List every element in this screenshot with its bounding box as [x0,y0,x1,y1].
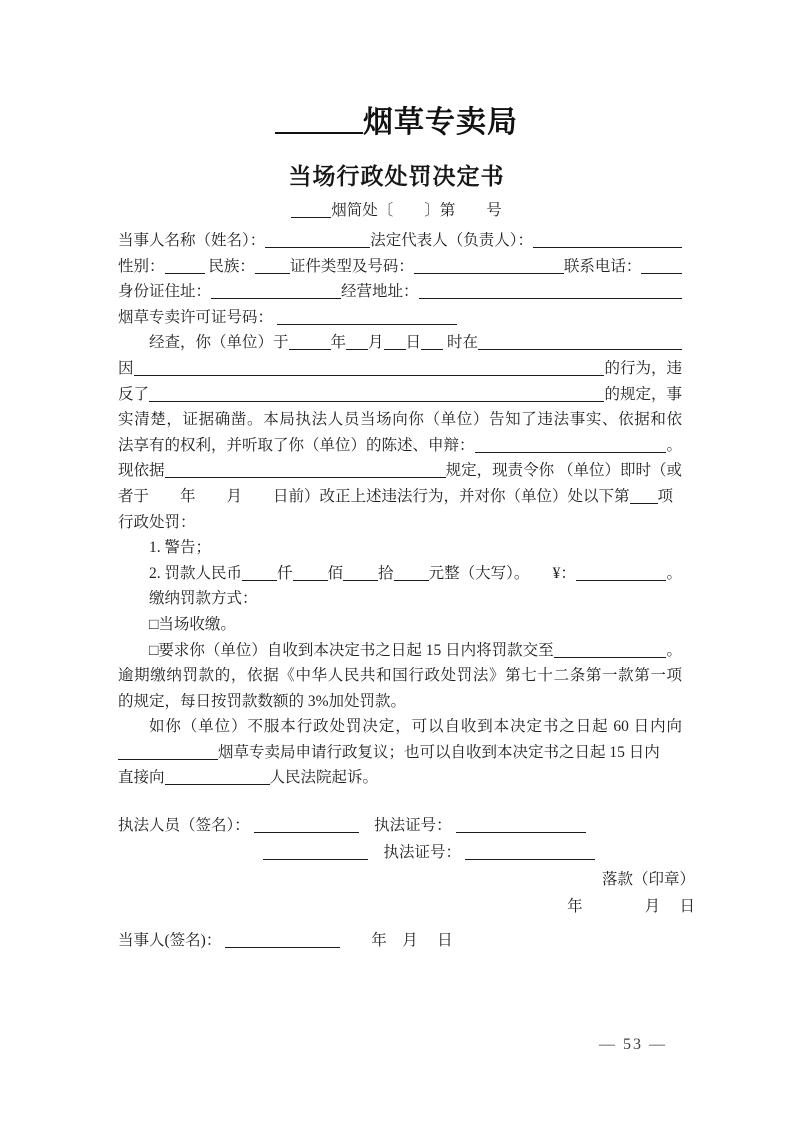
blank-field-underline [242,578,277,581]
text-run: 年 [330,334,347,352]
text-run: 者于 年 月 日前）改正上述违法行为，并对你（单位）处以下第 [118,487,630,505]
text-run: 执法证号： [368,844,465,861]
blank-field-underline [641,271,682,274]
text-run: 月 [368,334,384,352]
payment-within-15-days-checkbox-line [118,638,682,664]
text-run: 项 [657,487,674,505]
checkbox-onsite-collection: □ [149,615,159,633]
blank-field-underline [343,578,378,581]
document-title [0,100,793,144]
page-number: — 53 — [599,1036,667,1053]
payment-method-label-line: 缴纳罚款方式： [118,590,258,608]
blank-field-underline [421,347,443,350]
text-run: 民族： [204,257,255,275]
blank-field-underline [465,857,595,860]
text-run: 法定代表人（负责人）： [370,232,534,249]
text-run: 当场收缴。 [158,615,236,633]
blank-field-underline [291,215,331,218]
doc-number-line [0,200,793,222]
text-run: 。 [666,564,682,582]
text-run: 烟草专卖局申请行政复议；也可以自收到本决定书之日起 15 日内 [218,743,660,761]
checkbox-pay-within-15-days: □ [149,641,159,659]
blank-field-underline [255,271,290,274]
blank-field-underline [165,782,270,785]
penalty-item-2-fine-amount-line [118,561,682,587]
blank-field-underline [533,245,682,248]
enforcement-officer-signature-line-1 [118,812,682,839]
text-run: 烟草专卖许可证号码： [118,308,277,326]
id-address-business-address-line [118,279,682,305]
document-body [118,228,682,791]
rights-statement-defense-line [118,433,682,459]
text-run: 元整（大写）。 ¥： [428,564,576,582]
text-run: 的规定，事 [604,385,682,403]
penalty-item-1-warning-line: 1. 警告； [118,539,212,557]
text-run: 经营地址： [341,283,419,301]
text-run: 执法人员（签名）： [118,817,254,834]
blank-field-underline [134,373,605,376]
text-run [118,612,149,638]
text-run: 。 [666,641,682,659]
doc-number-area [0,200,793,222]
text-run: 经查，你（单位）于 [118,334,289,352]
party-name-legal-rep-line [118,228,682,254]
blank-field-underline [225,945,340,948]
blank-field-underline [263,857,368,860]
text-run: 仟 [277,564,293,582]
blank-field-underline [576,578,667,581]
facts-evidence-line: 实清楚，证据确凿。本局执法人员当场向你（单位）告知了违法事实、依据和依 [118,411,682,429]
text-run: 当事人名称（姓名）： [118,232,266,249]
title-blank-underline [275,102,363,134]
text-run [118,638,149,664]
blank-field-underline [289,347,331,350]
blank-field-underline [265,245,370,248]
gender-ethnicity-id-phone-line [118,254,682,280]
blank-field-underline [149,399,604,402]
blank-field-underline [384,347,406,350]
violated-provision-line [118,382,682,408]
blank-field-underline [478,347,682,350]
text-run: 烟简处〔 〕第 号 [331,202,502,219]
tobacco-license-number-line [118,305,682,331]
blank-field-underline [277,322,457,325]
signature-block [118,812,695,920]
text-run: 现依据 [118,462,165,480]
party-signature-block [118,928,682,954]
reconsideration-bureau-line [118,740,682,766]
text-run: 2. 罚款人民币 [118,564,243,582]
blank-field-underline [630,501,658,504]
text-run: 法享有的权利，并听取了你（单位）的陈述、申辩： [118,436,475,454]
text-run: 直接向 [118,769,165,787]
text-run: 的行为，违 [604,359,682,377]
text-run: 要求你（单位）自收到本决定书之日起 15 日内将罚款交至 [158,641,554,659]
text-run: 因 [118,359,134,377]
blank-field-underline [211,296,341,299]
text-run: 时在 [443,334,478,352]
blank-field-underline [165,271,205,274]
text-run: 日 [405,334,422,352]
late-payment-provision-line: 逾期缴纳罚款的，依据《中华人民共和国行政处罚法》第七十二条第一款第一项 [118,667,682,685]
blank-field-underline [165,475,446,478]
investigation-date-time-place-line [118,330,682,356]
enforcement-officer-signature-line-2 [118,839,682,866]
blank-field-underline [414,271,564,274]
payment-onsite-checkbox-line [118,612,682,638]
blank-field-underline [419,296,682,299]
text-run: 反了 [118,385,150,403]
blank-field-underline [554,655,667,658]
violation-act-line [118,356,682,382]
text-run: 当事人(签名)： [118,932,226,949]
blank-field-underline [346,347,368,350]
text-run: 联系电话： [563,257,642,275]
text-run: 执法证号： [358,817,456,834]
legal-basis-order-line [118,458,682,484]
blank-field-underline [118,757,218,760]
document-subtitle: 当场行政处罚决定书 [288,163,505,189]
seal-label-line: 落款（印章） [601,871,695,888]
party-signature-date-line [118,928,682,954]
blank-field-underline [475,450,667,453]
blank-field-underline [293,578,328,581]
blank-field-underline [456,830,586,833]
text-run: 证件类型及号码： [289,257,414,275]
text-run: 性别： [118,257,165,275]
lawsuit-court-line [118,765,682,791]
text-run: 年 月 日 [340,932,453,949]
text-run: 拾 [378,564,394,582]
title-text: 烟草专卖局 [363,106,518,139]
blank-field-underline [254,830,359,833]
seal-date-line: 年 月 日 [567,898,695,915]
text-run: 规定，现责令你 （单位）即时（或 [445,462,682,480]
text-run: 。 [666,436,682,454]
late-payment-surcharge-line: 的规定，每日按罚款数额的 3%加处罚款。 [118,692,407,710]
appeal-60-days-line: 如你（单位）不服本行政处罚决定，可以自收到本决定书之日起 60 日内向 [149,718,682,736]
text-run: 身份证住址： [118,283,212,301]
correction-deadline-penalty-item-line [118,484,682,510]
administrative-penalty-label-line: 行政处罚： [118,513,196,531]
text-run: 人民法院起诉。 [269,769,379,787]
text-run: 佰 [327,564,344,582]
blank-field-underline [394,578,429,581]
